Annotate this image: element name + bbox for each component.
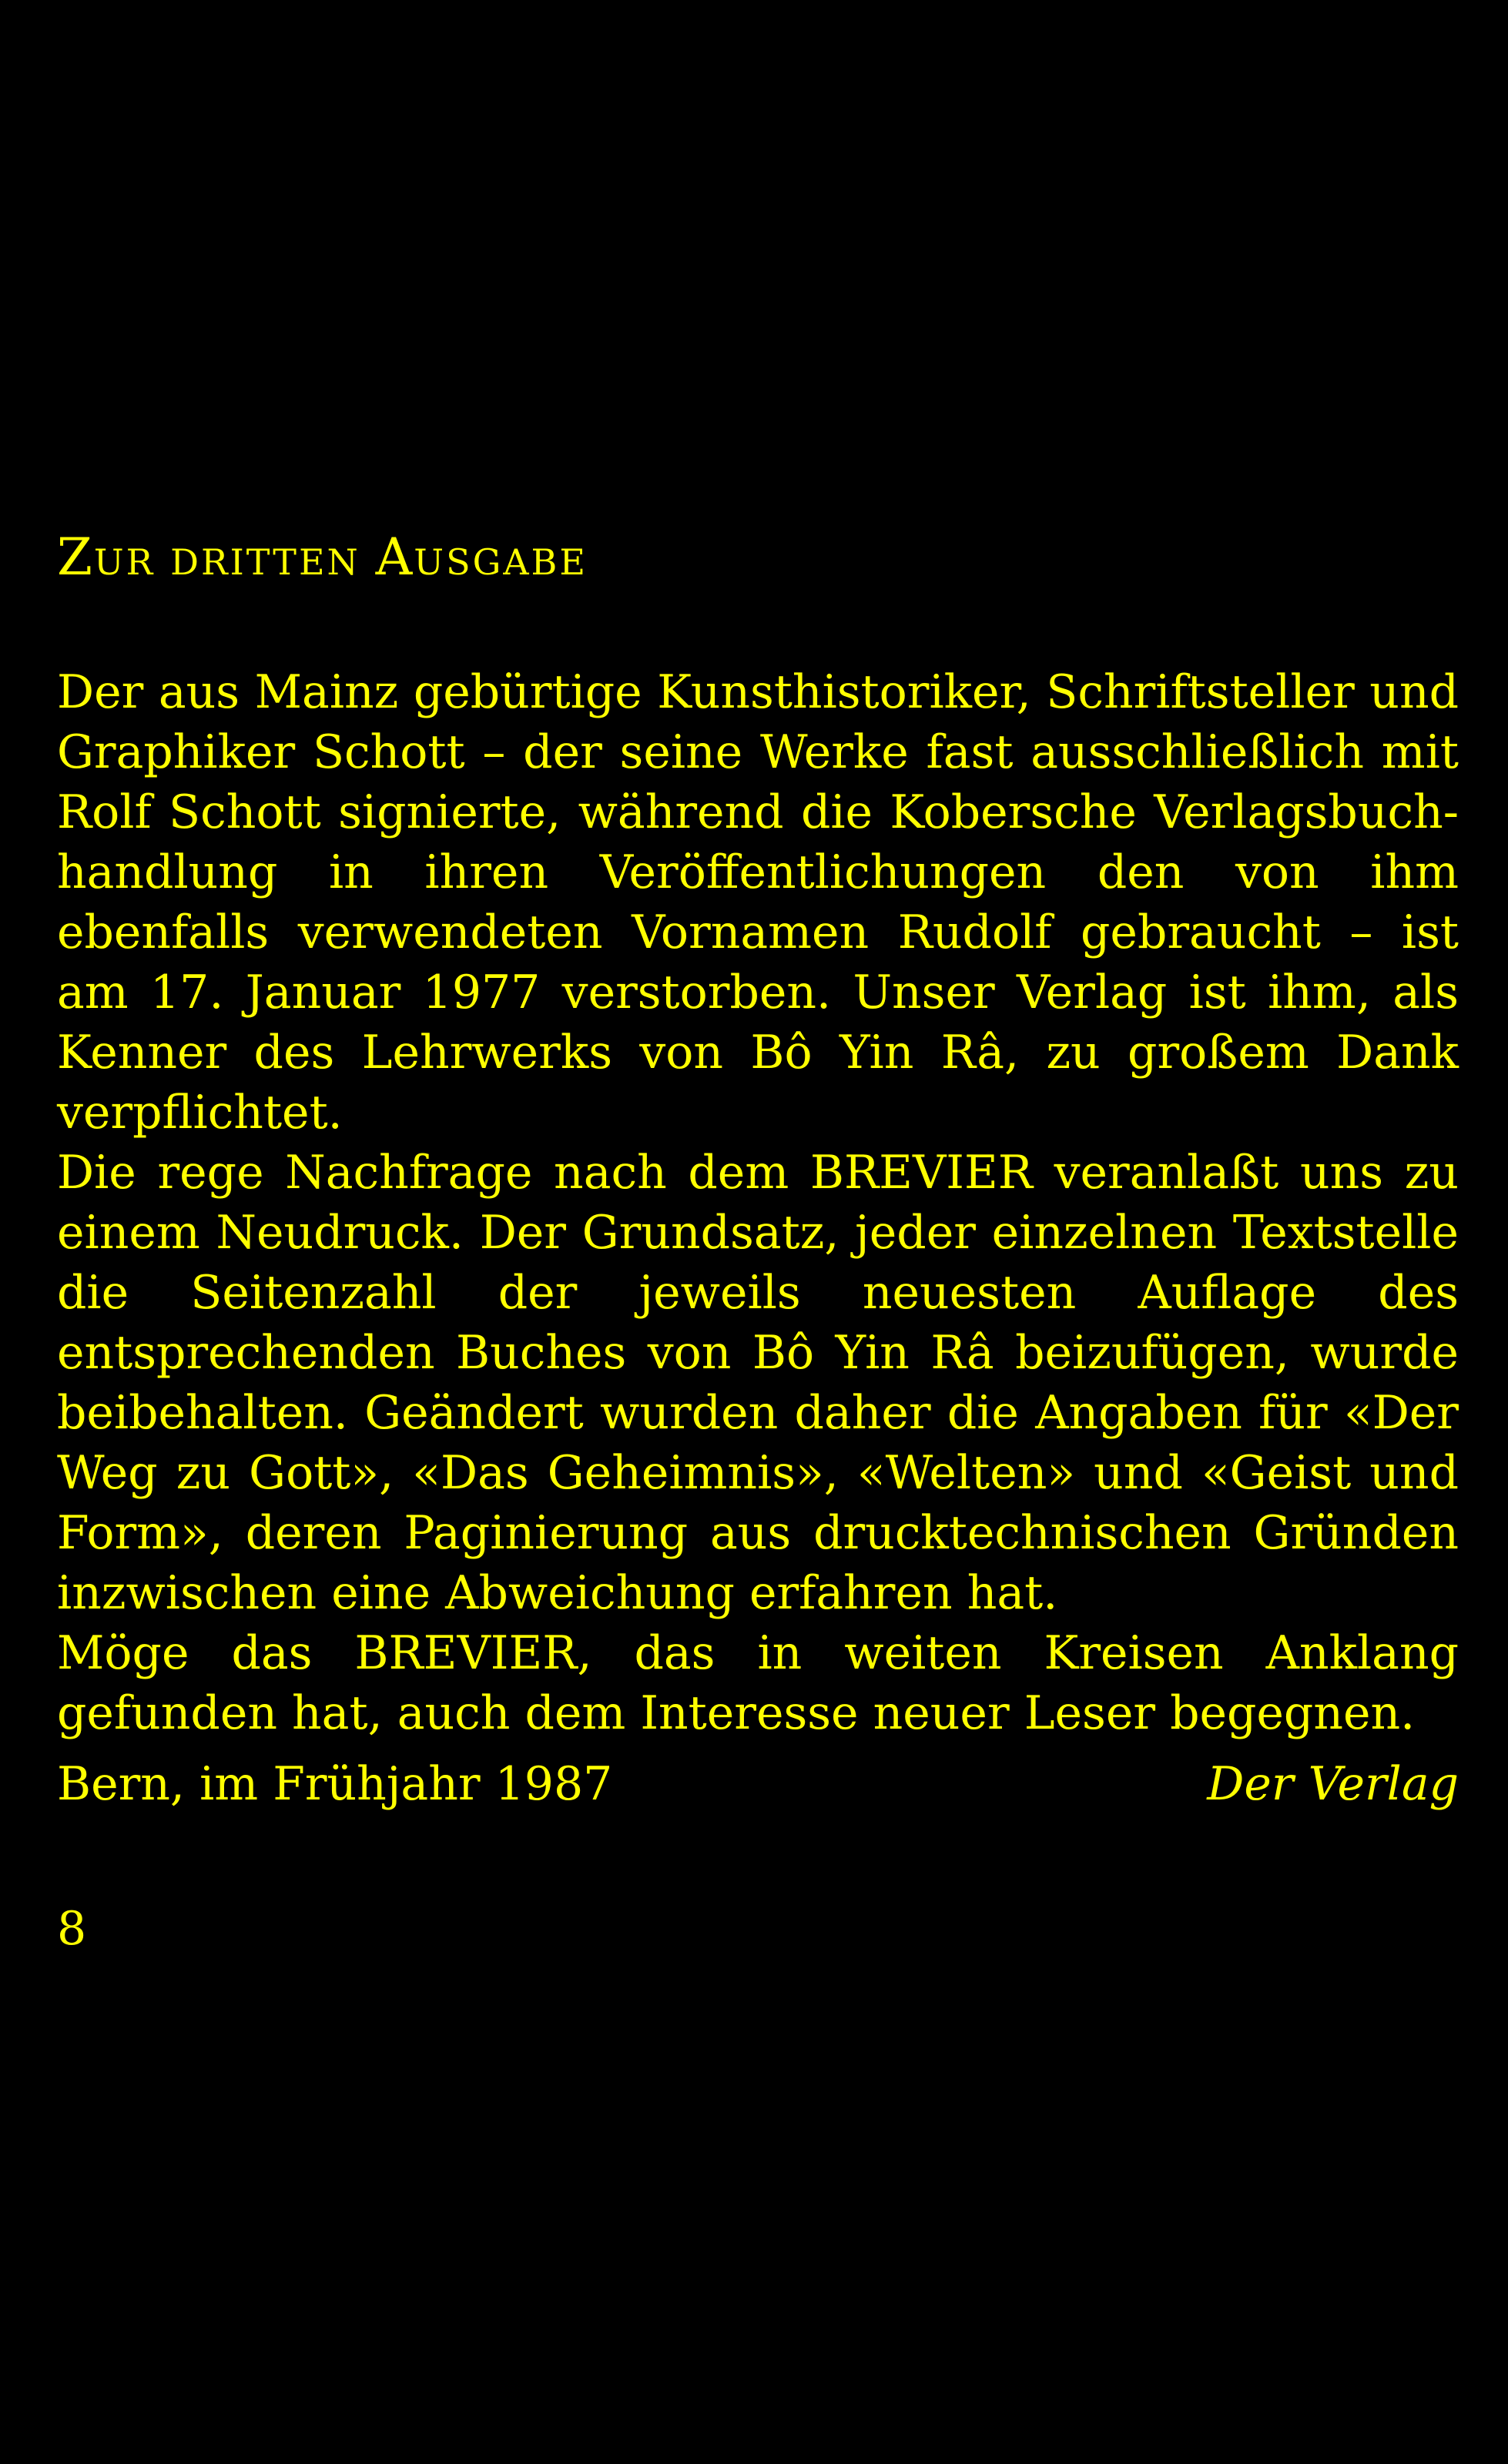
body-text	[57, 662, 1459, 1743]
heading-word-dritten: DRITTEN	[170, 541, 360, 583]
heading-initial-z: Z	[57, 527, 94, 587]
publisher-signature: Der Verlag	[1207, 1757, 1459, 1811]
paragraph-closing-wish: Möge das BREVIER, das in weiten Kreisen Anklang gefunden hat, auch dem Interesse neuer Leser begegnen.	[57, 1626, 1459, 1740]
page-number: 8	[57, 1902, 87, 1956]
place-and-date: Bern, im Frühjahr 1987	[57, 1757, 613, 1811]
heading-initial-a: A	[375, 527, 414, 587]
paragraph-reprint: Die rege Nachfrage nach dem BREVIER veranlaßt uns zu einem Neudruck. Der Grundsatz, jeder einzelnen Textstelle die Seitenzahl der jeweils neuesten Auflage des entsprechenden Buches von Bô Yin Râ beizufügen, wurde beibehalten. Geändert wurden daher die Angaben für «Der Weg zu Gott», «Das Geheimnis», «Welten» und «Geist und Form», deren Paginierung aus drucktechnischen Gründen inzwischen eine Abweichung erfahren hat.	[57, 1146, 1459, 1620]
heading-word-ausgabe: USGABE	[414, 541, 588, 583]
heading-word-zur: UR	[93, 541, 156, 583]
book-page	[57, 0, 1459, 2464]
section-heading	[57, 527, 588, 588]
paragraph-about-schott: Der aus Mainz gebürtige Kunsthistoriker, Schriftsteller und Graphiker Schott – der seine Werke fast ausschließlich mit Rolf Schott signierte, während die Kobersche Verlagsbuchhandlung in ihren Veröffentlichungen den von ihm ebenfalls verwendeten Vornamen Rudolf gebraucht – ist am 17. Januar 1977 verstorben. Unser Verlag ist ihm, als Kenner des Lehrwerks von Bô Yin Râ, zu großem Dank verpflichtet.	[57, 665, 1459, 1140]
